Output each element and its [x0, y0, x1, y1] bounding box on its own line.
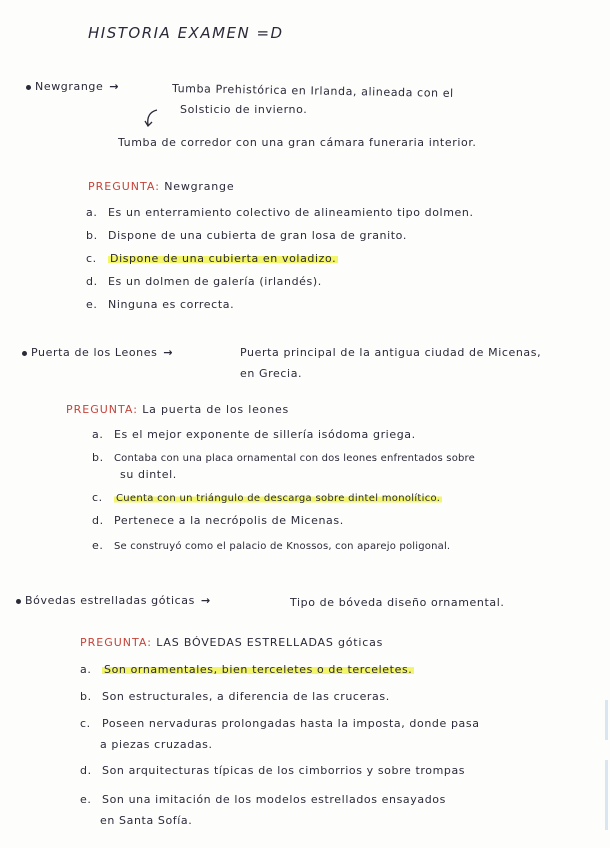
term-puerta-leones: Puerta de los Leones → — [22, 346, 179, 359]
page-edge-mark — [605, 700, 608, 740]
answer-option-continuation: en Santa Sofía. — [100, 814, 193, 827]
answer-option-continuation: a piezas cruzadas. — [100, 738, 213, 751]
answer-option: d. Es un dolmen de galería (irlandés). — [86, 275, 322, 288]
definition-line: Puerta principal de la antigua ciudad de Micenas, — [240, 346, 542, 359]
answer-option: b. Son estructurales, a diferencia de las cruceras. — [80, 690, 390, 703]
bullet-icon — [22, 351, 27, 356]
highlight: Cuenta con un triángulo de descarga sobre dintel monolítico. — [116, 493, 441, 504]
answer-option: b. Contaba con una placa ornamental con dos leones enfrentados sobre — [92, 451, 476, 464]
question-heading: PREGUNTA: La puerta de los leones — [66, 403, 290, 416]
definition-line: Solsticio de invierno. — [180, 103, 308, 116]
answer-option-correct: c. Cuenta con un triángulo de descarga sobre dintel monolítico. — [92, 491, 441, 504]
bullet-icon — [16, 599, 21, 604]
answer-option-correct: c. Dispone de una cubierta en voladizo. — [86, 252, 337, 265]
highlight: Dispone de una cubierta en voladizo. — [110, 252, 337, 265]
page-edge-mark — [605, 760, 608, 830]
arrow-right-icon: → — [200, 594, 211, 607]
question-heading: PREGUNTA: LAS BÓVEDAS ESTRELLADAS góticas — [80, 636, 384, 649]
arrow-right-icon: → — [163, 346, 174, 359]
bullet-icon — [26, 85, 31, 90]
highlight: Son ornamentales, bien terceletes o de terceletes. — [104, 663, 413, 676]
answer-option: e. Ninguna es correcta. — [86, 298, 235, 311]
answer-option-correct: a. Son ornamentales, bien terceletes o de terceletes. — [80, 663, 413, 676]
term-bovedas-estrelladas: Bóvedas estrelladas góticas → — [16, 594, 217, 607]
answer-option: d. Pertenece a la necrópolis de Micenas. — [92, 514, 344, 527]
curved-arrow-icon — [143, 108, 161, 128]
term-newgrange: Newgrange → — [26, 80, 125, 93]
answer-option: e. Se construyó como el palacio de Knossos, con aparejo poligonal. — [92, 539, 451, 552]
answer-option-continuation: su dintel. — [120, 468, 177, 481]
definition-line: Tipo de bóveda diseño ornamental. — [290, 596, 505, 609]
arrow-right-icon: → — [109, 80, 120, 93]
answer-option: a. Es un enterramiento colectivo de alineamiento tipo dolmen. — [86, 206, 474, 219]
page-title: HISTORIA EXAMEN =D — [88, 24, 284, 42]
answer-option: d. Son arquitecturas típicas de los cimborrios y sobre trompas — [80, 764, 466, 777]
answer-option: c. Poseen nervaduras prolongadas hasta la imposta, donde pasa — [80, 717, 480, 730]
definition-line: en Grecia. — [240, 367, 303, 380]
definition-line: Tumba de corredor con una gran cámara funeraria interior. — [118, 136, 477, 149]
answer-option: a. Es el mejor exponente de sillería isódoma griega. — [92, 428, 416, 441]
definition-line: Tumba Prehistórica en Irlanda, alineada con el — [171, 82, 454, 100]
answer-option: b. Dispone de una cubierta de gran losa de granito. — [86, 229, 407, 242]
question-heading: PREGUNTA: Newgrange — [88, 180, 235, 193]
answer-option: e. Son una imitación de los modelos estrellados ensayados — [80, 793, 446, 806]
